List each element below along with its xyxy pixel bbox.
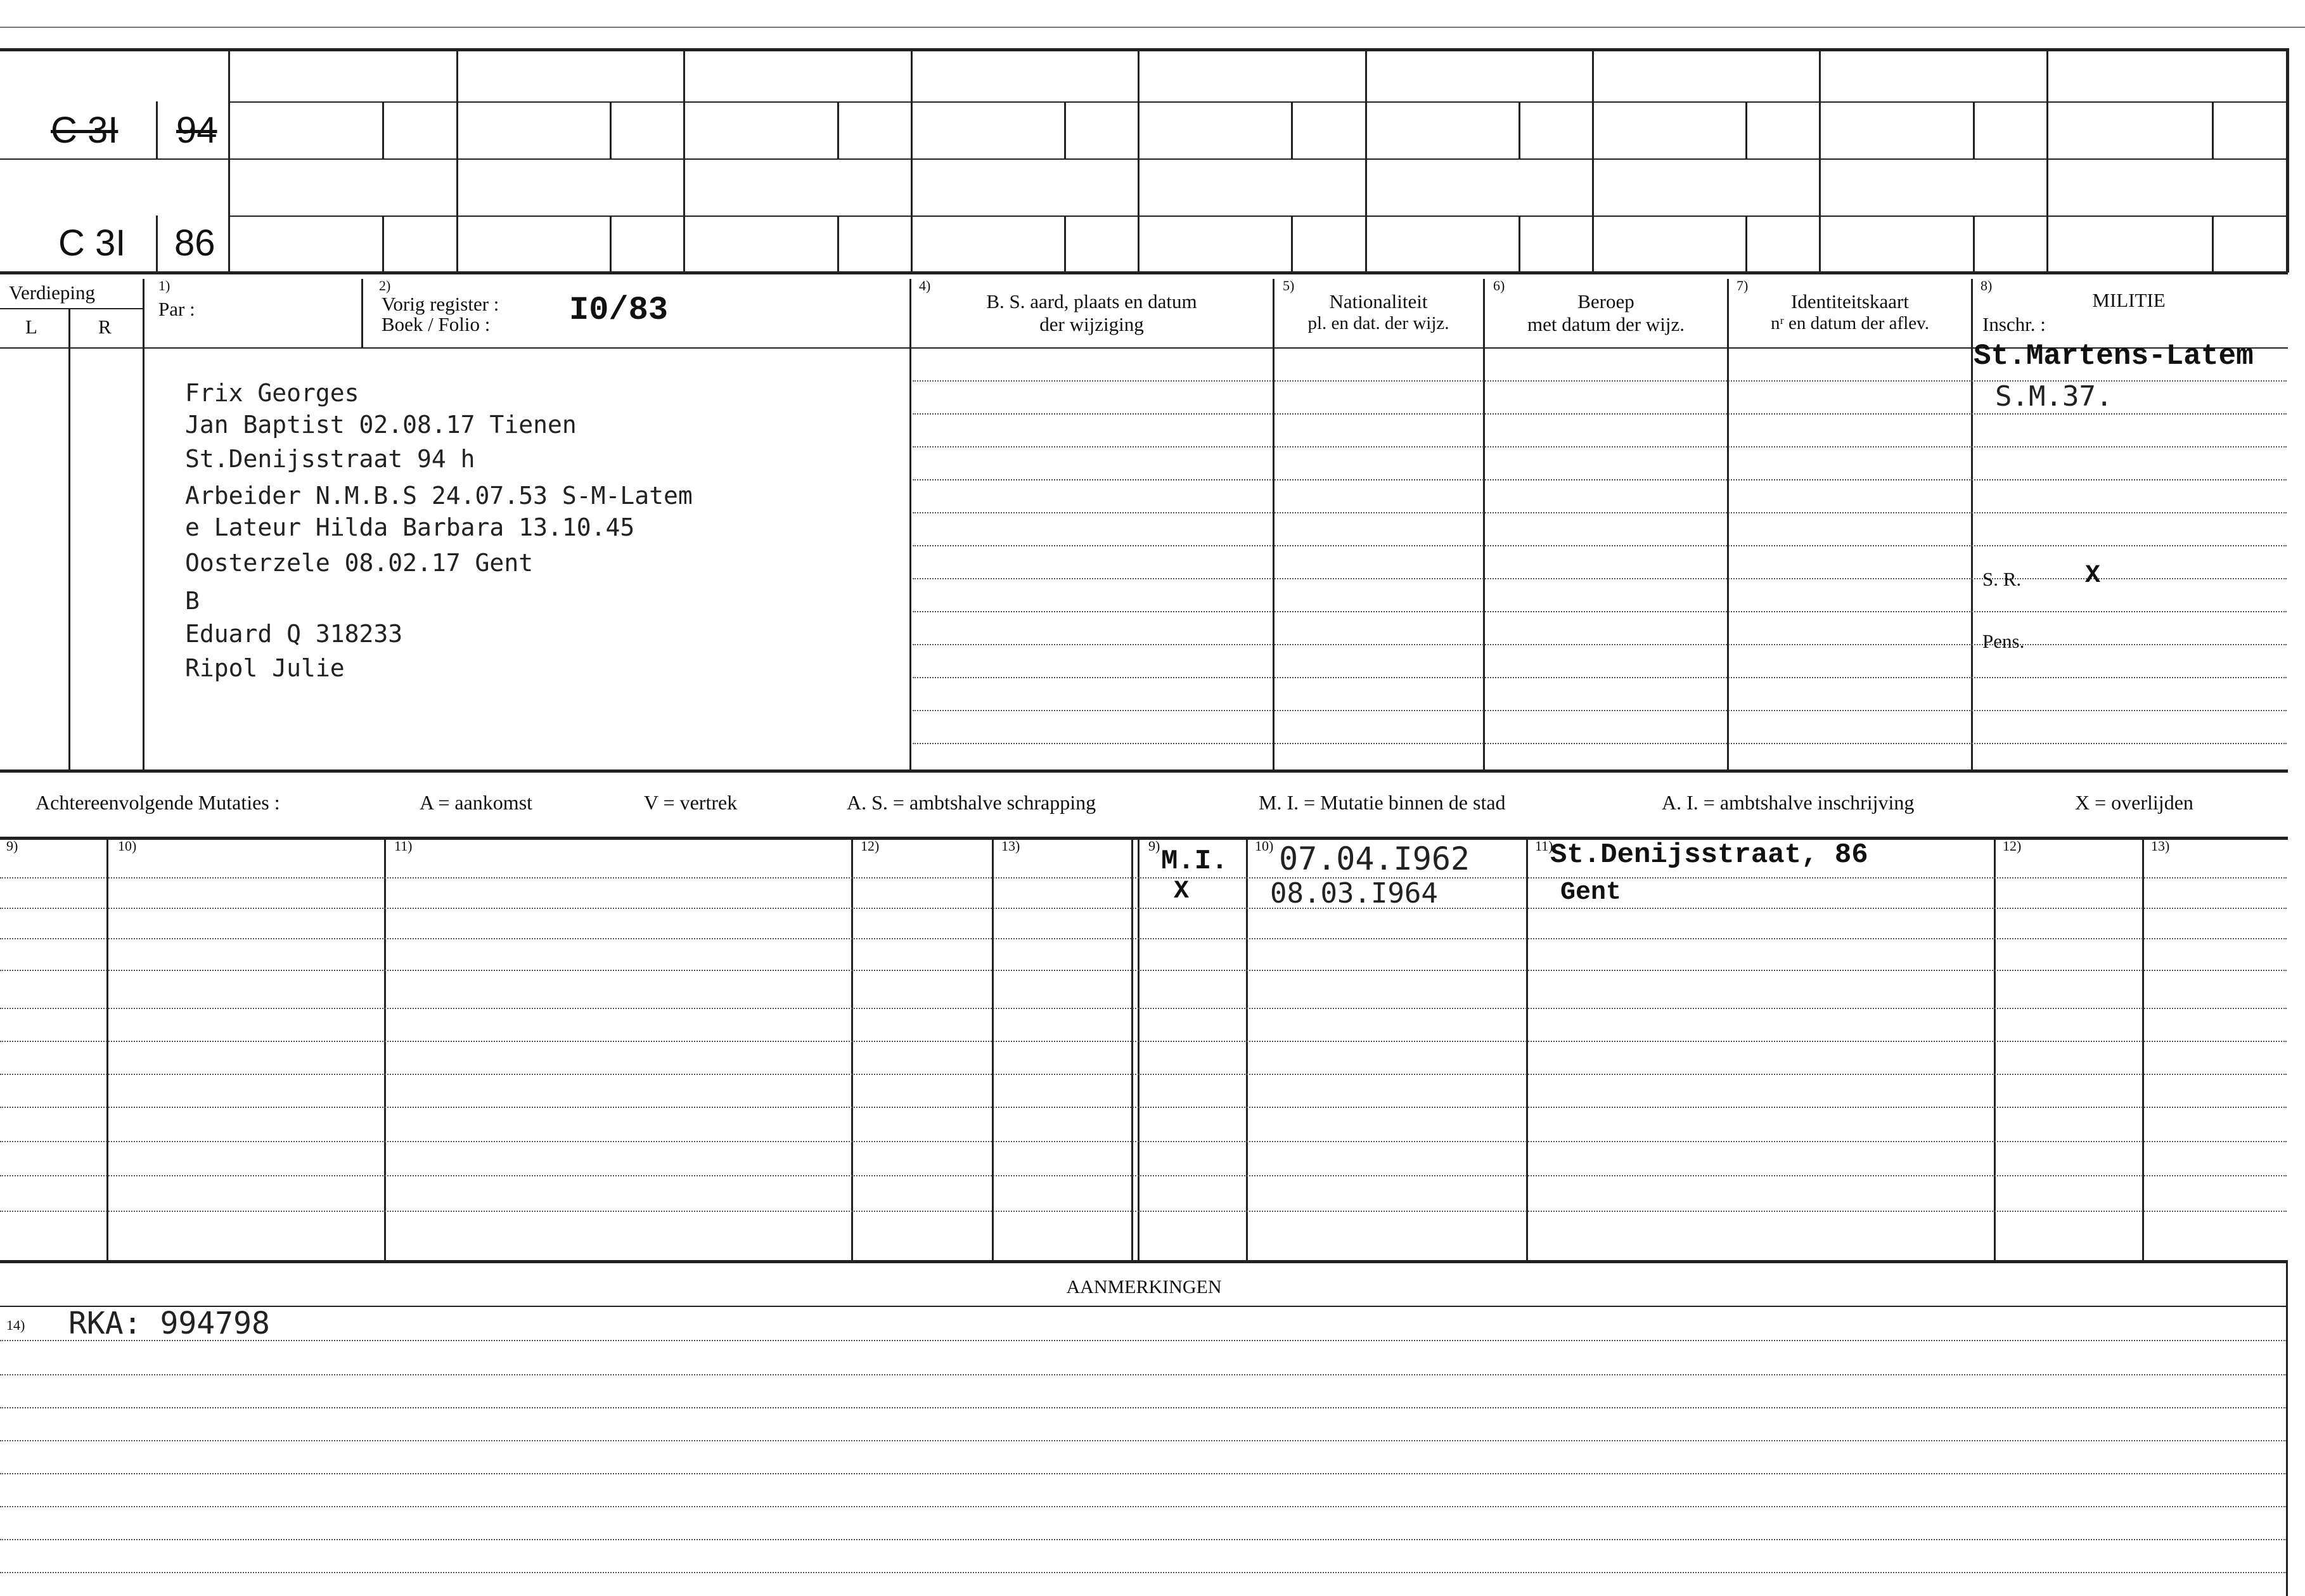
registry-code: C 3I — [58, 222, 126, 264]
r-label: R — [98, 316, 112, 338]
militie-place: St.Martens-Latem — [1974, 340, 2254, 373]
sr-label: S. R. — [1982, 568, 2022, 590]
verdieping-label: Verdieping — [9, 281, 96, 304]
bs-header-1: B. S. aard, plaats en datum — [986, 290, 1197, 312]
note-8: 8) — [1981, 278, 1993, 293]
legend-x: X = overlijden — [2075, 791, 2193, 814]
pens-label: Pens. — [1982, 630, 2025, 652]
vorig-register-label: Vorig register : — [382, 293, 499, 315]
par-label: Par : — [158, 298, 195, 320]
legend-v: V = vertrek — [644, 791, 738, 814]
note-1: 1) — [158, 278, 170, 293]
old-registry-number: 94 — [176, 110, 217, 151]
legend-mi: M. I. = Mutatie binnen de stad — [1259, 791, 1506, 814]
bs-header-2: der wijziging — [1039, 313, 1144, 335]
registry-number: 86 — [174, 222, 215, 264]
boek-folio-label: Boek / Folio : — [382, 313, 491, 335]
mut-right-h10: 10) — [1255, 838, 1274, 854]
mutation-1-date: 07.04.I962 — [1279, 840, 1470, 877]
id-header-1: Identiteitskaart — [1791, 290, 1909, 312]
mutation-1-type: M.I. — [1161, 846, 1228, 877]
mut-right-h12: 12) — [2003, 838, 2022, 854]
legend-as: A. S. = ambtshalve schrapping — [847, 791, 1096, 814]
note-5: 5) — [1283, 278, 1295, 293]
legend-a: A = aankomst — [420, 791, 533, 814]
legend-title: Achtereenvolgende Mutaties : — [35, 791, 280, 814]
person-line-6: Oosterzele 08.02.17 Gent — [185, 549, 534, 577]
person-line-4: Arbeider N.M.B.S 24.07.53 S-M-Latem — [185, 482, 693, 510]
nat-header-2: pl. en dat. der wijz. — [1307, 313, 1449, 333]
note-4: 4) — [919, 278, 931, 293]
remarks-title: AANMERKINGEN — [1066, 1277, 1222, 1297]
mut-left-h12: 12) — [861, 838, 880, 854]
militie-header: MILITIE — [2092, 289, 2166, 311]
sr-value: X — [2085, 562, 2101, 590]
note-6: 6) — [1493, 278, 1505, 293]
vorig-register-value: I0/83 — [569, 292, 669, 329]
beroep-header-1: Beroep — [1577, 290, 1634, 312]
remarks-number: 14) — [6, 1317, 25, 1333]
beroep-header-2: met datum der wijz. — [1527, 313, 1685, 335]
person-line-7: B — [185, 587, 200, 615]
person-line-8: Eduard Q 318233 — [185, 620, 403, 648]
nat-header-1: Nationaliteit — [1329, 290, 1428, 312]
mut-left-h13: 13) — [1001, 838, 1020, 854]
mut-left-h11: 11) — [394, 838, 413, 854]
id-header-2: nʳ en datum der aflev. — [1770, 313, 1929, 333]
mut-right-h9: 9) — [1148, 838, 1160, 854]
remarks-text: RKA: 994798 — [68, 1306, 270, 1341]
person-line-3: St.Denijsstraat 94 h — [185, 445, 475, 473]
person-line-2: Jan Baptist 02.08.17 Tienen — [185, 411, 577, 439]
person-line-1: Frix Georges — [185, 379, 359, 407]
mut-right-h13: 13) — [2151, 838, 2170, 854]
l-label: L — [25, 316, 37, 338]
person-line-9: Ripol Julie — [185, 654, 345, 682]
mutation-1-place: St.Denijsstraat, 86 — [1550, 839, 1868, 871]
mutation-2-type: X — [1174, 877, 1190, 906]
note-7: 7) — [1737, 278, 1749, 293]
legend-ai: A. I. = ambtshalve inschrijving — [1662, 791, 1915, 814]
note-2: 2) — [379, 278, 391, 293]
mut-right-h11: 11) — [1535, 838, 1553, 854]
mut-left-h10: 10) — [118, 838, 137, 854]
person-line-5: e Lateur Hilda Barbara 13.10.45 — [185, 513, 635, 541]
militie-code: S.M.37. — [1995, 380, 2113, 413]
mutation-2-date: 08.03.I964 — [1270, 877, 1438, 910]
inschr-label: Inschr. : — [1982, 313, 2046, 335]
old-registry-code: C 3I — [51, 110, 119, 151]
mutation-2-place: Gent — [1560, 878, 1622, 907]
mut-left-h9: 9) — [6, 838, 18, 854]
